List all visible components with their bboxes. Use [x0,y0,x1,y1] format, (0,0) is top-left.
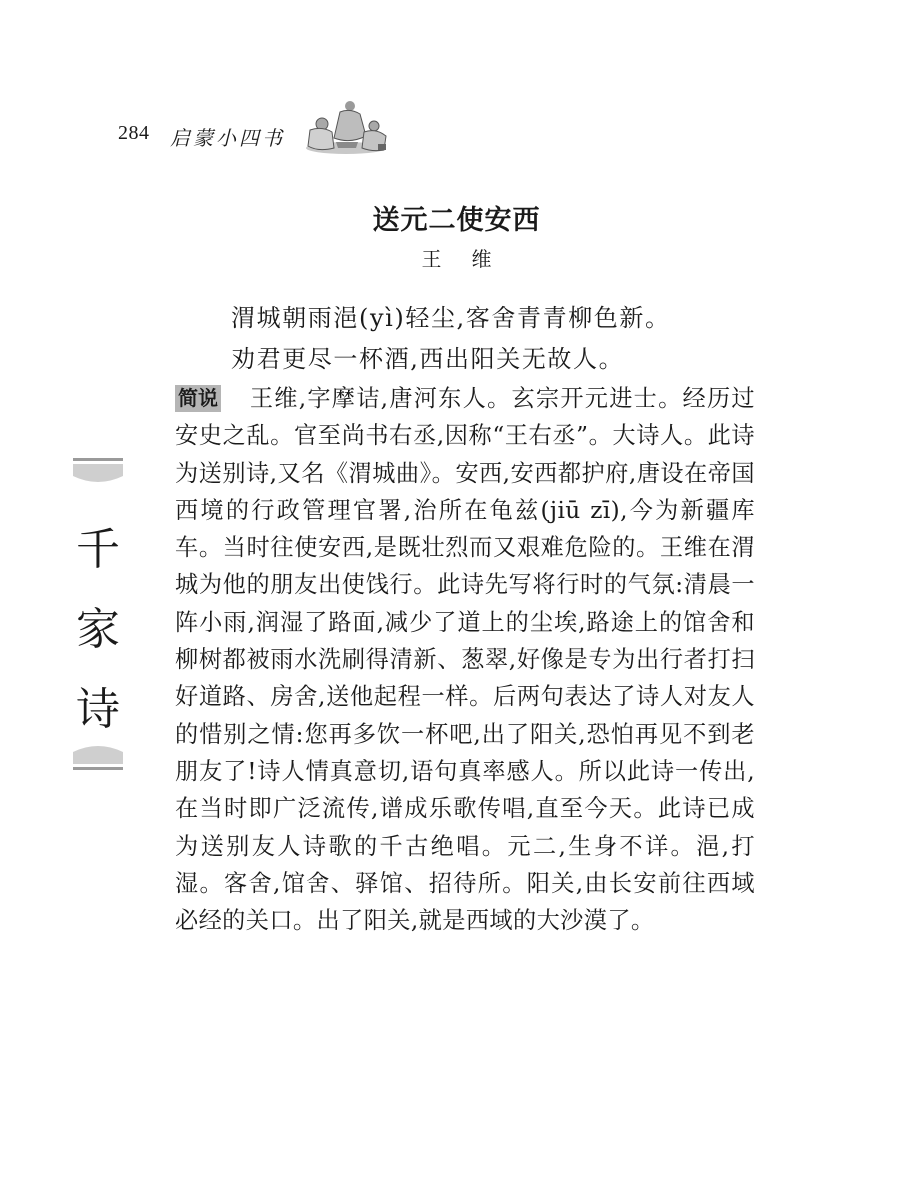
side-char: 诗 [76,684,120,735]
commentary-tag: 简说 [175,385,221,412]
header-illustration [300,98,392,158]
poem-line: 渭城朝雨浥(yì)轻尘,客舍青青柳色新。 [231,304,671,332]
side-tab [73,458,123,770]
poem-title: 送元二使安西 [372,205,541,236]
side-tab-chars [73,510,123,750]
book-title: 启蒙小四书 [170,126,285,150]
page-number: 284 [118,122,150,144]
side-char: 千 [76,524,120,575]
commentary-text: 王维,字摩诘,唐河东人。玄宗开元进士。经历过安史之乱。官至尚书右丞,因称“王右丞”。大诗人。此诗为送别诗,又名《渭城曲》。安西,安西都护府,唐设在帝国西境的行政管理官署,治所在龟兹(jiū zī),今为新疆库车。当时往使安西,是既壮烈而又艰难危险的。王维在渭城为他的朋友出使饯行。此诗先写将行时的气氛:清晨一阵小雨,润湿了路面,减少了道上的尘埃,路途上的馆舍和柳树都被雨水洗刷得清新、葱翠,好像是专为出行者打扫好道路、房舍,送他起程一样。后两句表达了诗人对友人的惜别之情:您再多饮一杯吧,出了阳关,恐怕再见不到老朋友了!诗人情真意切,语句真率感人。所以此诗一传出,在当时即广泛流传,谱成乐歌传唱,直至今天。此诗已成为送别友人诗歌的千古绝唱。元二,生身不详。浥,打湿。客舍,馆舍、驿馆、招待所。阳关,由长安前往西域必经的关口。出了阳关,就是西域的大沙漠了。 [175,385,755,935]
poem-line: 劝君更尽一杯酒,西出阳关无故人。 [231,345,625,373]
commentary [175,380,755,939]
bracket-bottom-icon [73,740,123,770]
poem-author: 王维 [421,247,522,271]
side-char: 家 [76,604,120,655]
bracket-top-icon [73,458,123,488]
